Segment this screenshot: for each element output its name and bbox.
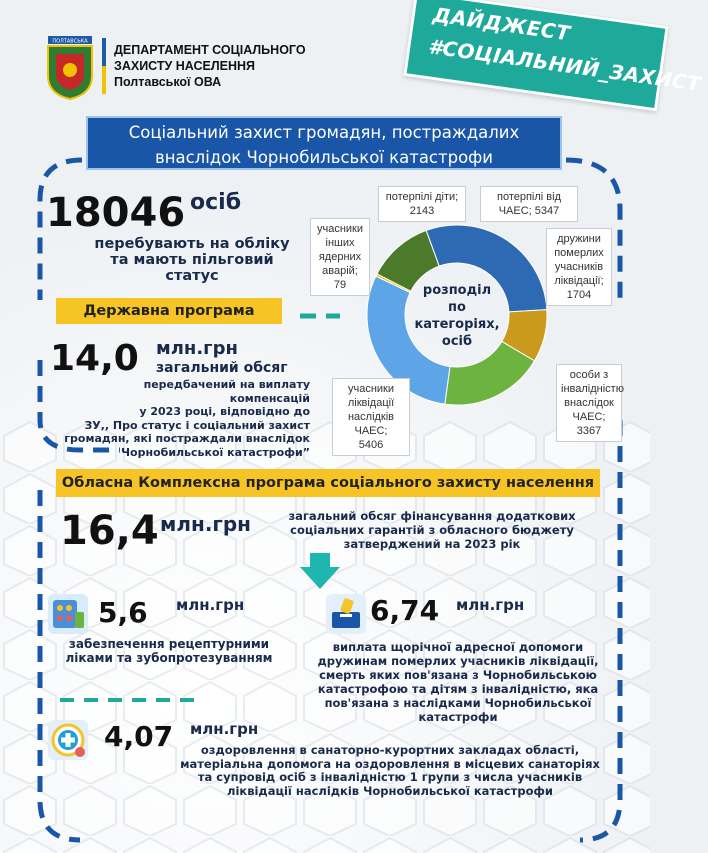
recovery-desc-line-1: оздоровлення в санаторно-курортних закладах області, xyxy=(200,743,580,757)
medicine-amount: 5,6 xyxy=(98,596,148,629)
state-program-amount: 14,0 xyxy=(50,338,139,379)
callout-liquidators xyxy=(332,378,410,456)
callout-chnpp-victims xyxy=(480,186,578,222)
digest-line-2: #СОЦІАЛЬНИЙ_ЗАХИСТ xyxy=(426,34,703,97)
state-program-desc-head: загальний обсяг xyxy=(156,360,288,376)
registered-count: 18046 xyxy=(46,190,186,236)
aid-desc-line-2: дружинам померлих учасників ліквідації, xyxy=(317,654,599,668)
aid-desc-line-1: виплата щорічної адресної допомоги xyxy=(332,640,584,654)
page-title xyxy=(86,116,562,170)
regional-desc-line-1: загальний обсяг фінансування додаткових xyxy=(288,509,576,523)
state-program-description xyxy=(64,378,310,459)
aid-desc-line-4: катастрофою та дітям з інвалідністю, яка xyxy=(317,682,599,696)
callout-widows-line-2: померлих xyxy=(554,247,604,259)
state-program-label: Державна програма xyxy=(56,298,282,324)
title-line-2: внаслідок Чорнобильської катастрофи xyxy=(154,148,494,167)
callout-liquidators-line-1: учасники xyxy=(347,383,395,395)
dept-line-2: ЗАХИСТУ НАСЕЛЕННЯ xyxy=(114,59,256,73)
callout-victims-line-2: ЧАЕС; 5347 xyxy=(498,205,560,217)
medicine-desc-line-1: забезпечення рецептурними xyxy=(68,637,270,651)
state-desc-line-4: громадян, які постраждали внаслідок xyxy=(64,432,310,445)
callout-widows-line-4: ліквідації; xyxy=(554,275,604,287)
arrow-down-icon xyxy=(300,553,340,589)
callout-other-line-3: ядерних xyxy=(318,251,362,263)
aid-amount: 6,74 xyxy=(370,594,440,627)
state-desc-line-2: у 2023 році, відповідно до xyxy=(139,405,310,418)
callout-other-line-4: аварій; 79 xyxy=(322,265,358,291)
medicine-pills-icon xyxy=(48,594,88,634)
callout-widows xyxy=(546,228,612,306)
regional-desc-line-3: затверджений на 2023 рік xyxy=(343,537,521,551)
logo-divider xyxy=(102,38,106,94)
chart-title-line-4: осіб xyxy=(441,334,473,349)
department-name xyxy=(114,42,306,90)
callout-other-line-1: учасники xyxy=(316,223,364,235)
callout-liquidators-line-2: ліквідації xyxy=(347,397,395,409)
aid-desc-line-3: смерть яких пов'язана з Чорнобильською xyxy=(319,668,597,682)
callout-children-line-1: потерпілі діти; xyxy=(385,191,459,203)
chart-title-line-1: розподіл xyxy=(422,283,492,298)
callout-disabled-line-2: інвалідністю xyxy=(561,383,624,395)
donut-slice-0 xyxy=(426,225,547,312)
regional-program-unit: млн.грн xyxy=(160,512,251,536)
registered-desc-line-1: перебувають на обліку xyxy=(94,236,290,252)
digest-line-1: ДАЙДЖЕСТ xyxy=(431,2,572,46)
dept-line-1: ДЕПАРТАМЕНТ СОЦІАЛЬНОГО xyxy=(114,43,306,57)
registered-description xyxy=(82,236,302,284)
callout-widows-line-3: учасників xyxy=(554,261,604,273)
medicine-unit: млн.грн xyxy=(176,596,245,614)
callout-children-line-2: 2143 xyxy=(409,205,435,217)
medicine-desc-line-2: ліками та зубопротезуванням xyxy=(65,651,273,665)
donation-box-icon xyxy=(326,594,366,634)
state-program-unit: млн.грн xyxy=(156,338,238,359)
regional-program-label: Обласна Комплексна програма соціального захисту населення xyxy=(56,469,600,497)
callout-widows-line-1: дружини xyxy=(557,233,601,245)
callout-liquidators-line-3: наслідків ЧАЕС; xyxy=(347,411,395,437)
chart-title-line-3: категоріях, xyxy=(414,317,500,332)
callout-victims-line-1: потерпілі від xyxy=(496,191,561,203)
state-desc-line-3: ЗУ,, Про статус і соціальний захист xyxy=(84,418,310,432)
medicine-description xyxy=(64,637,274,665)
poltava-coat-of-arms-logo xyxy=(42,36,98,100)
callout-liquidators-line-4: 5406 xyxy=(358,439,384,451)
registered-unit: осіб xyxy=(190,190,242,215)
recovery-desc-line-3: та супровід осіб з інвалідністю 1 групи з числа учасників xyxy=(197,770,583,784)
state-desc-line-5: Чорнобильської катастрофи” xyxy=(121,445,310,459)
aid-description xyxy=(300,640,616,724)
recovery-desc-line-4: ліквідації наслідків Чорнобильської катастрофи xyxy=(227,783,553,798)
callout-disabled-line-3: внаслідок xyxy=(564,397,614,409)
recovery-unit: млн.грн xyxy=(190,720,259,738)
regional-program-amount: 16,4 xyxy=(60,508,159,554)
registered-desc-line-2: та мають пільговий статус xyxy=(110,252,274,284)
callout-other-accidents xyxy=(310,218,370,296)
recovery-amount: 4,07 xyxy=(104,720,174,753)
regional-desc-line-2: соціальних гарантій з обласного бюджету xyxy=(290,523,574,537)
callout-disabled-line-4: ЧАЕС; 3367 xyxy=(572,411,606,437)
callout-disabled-line-1: особи з xyxy=(569,369,609,381)
aid-desc-line-5: пов'язана з наслідками Чорнобильської xyxy=(324,696,592,710)
dept-line-3: Полтавської ОВА xyxy=(114,75,222,89)
recovery-description xyxy=(172,744,608,798)
state-desc-line-1: передбачений на виплату компенсацій xyxy=(143,378,310,405)
chart-title-line-2: по xyxy=(448,300,466,315)
recovery-desc-line-2: матеріальна допомога на оздоровлення в місцевих санаторіях xyxy=(180,756,600,771)
aid-desc-line-6: катастрофи xyxy=(418,710,498,724)
callout-children xyxy=(378,186,466,222)
callout-other-line-2: інших xyxy=(325,237,355,249)
title-line-1: Соціальний захист громадян, постраждалих xyxy=(128,123,520,142)
callout-widows-line-5: 1704 xyxy=(566,289,592,301)
regional-program-description xyxy=(262,509,602,551)
callout-disabled xyxy=(556,364,622,442)
health-cross-icon xyxy=(48,720,88,760)
aid-unit: млн.грн xyxy=(456,596,525,614)
logo-text: ПОЛТАВСЬКА xyxy=(52,38,88,45)
